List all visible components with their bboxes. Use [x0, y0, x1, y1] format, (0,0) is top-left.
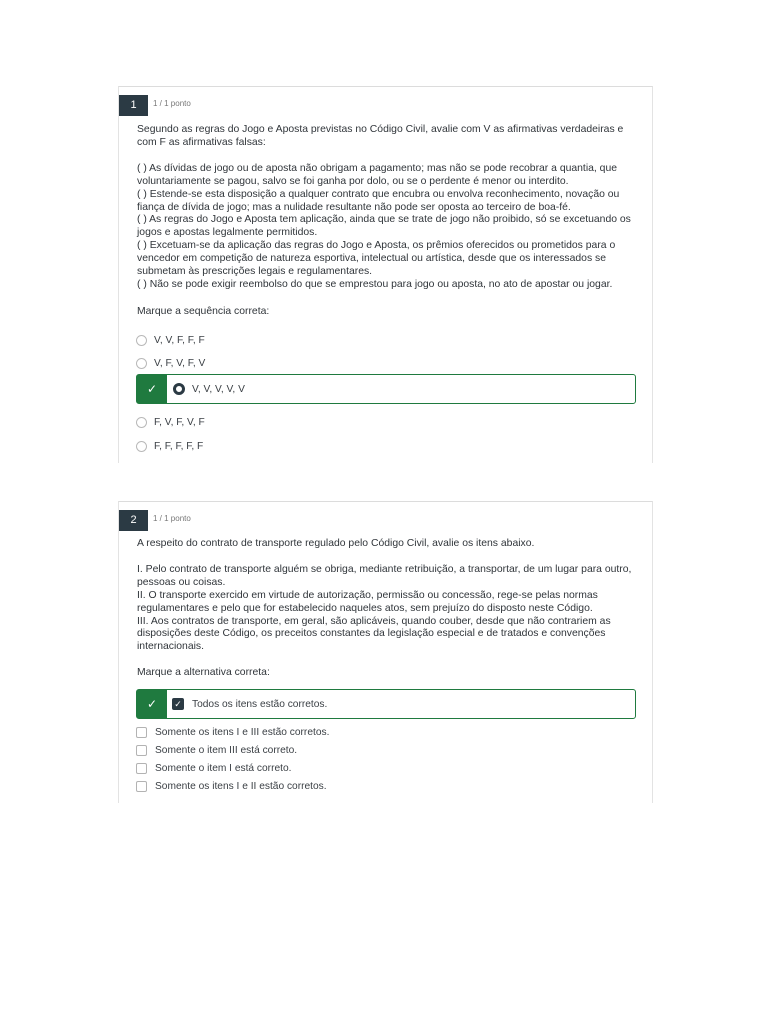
- radio-button-selected[interactable]: [173, 383, 185, 395]
- option-label: F, V, F, V, F: [154, 416, 205, 428]
- radio-button[interactable]: [136, 335, 147, 346]
- check-icon: ✓: [137, 690, 167, 718]
- checkbox-checked[interactable]: ✓: [172, 698, 184, 710]
- checkbox[interactable]: [136, 745, 147, 756]
- radio-button[interactable]: [136, 358, 147, 369]
- radio-button[interactable]: [136, 441, 147, 452]
- checkbox[interactable]: [136, 763, 147, 774]
- selected-answer-option[interactable]: [136, 689, 636, 719]
- answer-option[interactable]: [136, 724, 329, 740]
- option-label: Somente o item I está correto.: [155, 762, 292, 774]
- question-text: [137, 538, 637, 654]
- question-points: 1 / 1 ponto: [153, 99, 191, 108]
- question-prompt: Marque a sequência correta:: [137, 306, 270, 317]
- option-label: V, V, F, F, F: [154, 334, 205, 346]
- answer-option[interactable]: [136, 778, 327, 794]
- radio-button[interactable]: [136, 417, 147, 428]
- statement: ( ) Excetuam-se da aplicação das regras do Jogo e Aposta, os prêmios oferecidos ou prometidos para o vencedor em competição de natureza esportiva, intelectual ou artística, desde que os interessados se submetam às prescrições legais e regulamentares.: [137, 240, 616, 278]
- statement: ( ) As regras do Jogo e Aposta tem aplicação, ainda que se trate de jogo não proibido, só se excetuando os jogos e apostas legalmente permitidos.: [137, 214, 631, 239]
- answer-option[interactable]: [136, 414, 205, 430]
- item: I. Pelo contrato de transporte alguém se obriga, mediante retribuição, a transportar, de um lugar para outro, pessoas ou coisas.: [137, 563, 632, 588]
- question-text: [137, 124, 637, 292]
- answer-option[interactable]: [136, 438, 203, 454]
- answer-option[interactable]: [136, 760, 291, 776]
- question-number: 1: [119, 95, 148, 116]
- question-number: 2: [119, 510, 148, 531]
- question-card-1: [118, 86, 653, 463]
- check-icon: ✓: [137, 375, 167, 403]
- option-label: Todos os itens estão corretos.: [192, 698, 328, 710]
- item: III. Aos contratos de transporte, em geral, são aplicáveis, quando couber, desde que não contrariem as disposições deste Código, os preceitos constantes da legislação especial e de tratados e convenções internacionais.: [137, 615, 611, 653]
- option-label: Somente os itens I e III estão corretos.: [155, 726, 330, 738]
- answer-option[interactable]: [136, 332, 205, 348]
- question-prompt: Marque a alternativa correta:: [137, 667, 270, 678]
- statement: ( ) Não se pode exigir reembolso do que se emprestou para jogo ou aposta, no ato de apostar ou jogar.: [137, 278, 613, 290]
- checkbox[interactable]: [136, 781, 147, 792]
- question-intro: Segundo as regras do Jogo e Aposta previstas no Código Civil, avalie com V as afirmativas verdadeiras e com F as afirmativas falsas:: [137, 124, 624, 148]
- option-label: V, V, V, V, V: [192, 383, 245, 395]
- checkbox[interactable]: [136, 727, 147, 738]
- option-label: F, F, F, F, F: [154, 440, 204, 452]
- answer-option[interactable]: [136, 355, 205, 371]
- item: II. O transporte exercido em virtude de autorização, permissão ou concessão, rege-se pelas normas regulamentares e pelo que for estabelecido naqueles atos, sem prejuízo do disposto neste Código.: [137, 589, 598, 614]
- option-label: Somente os itens I e II estão corretos.: [155, 780, 327, 792]
- option-label: V, F, V, F, V: [154, 357, 206, 369]
- question-card-2: [118, 501, 653, 803]
- selected-answer-option[interactable]: [136, 374, 636, 404]
- answer-option[interactable]: [136, 742, 297, 758]
- option-label: Somente o item III está correto.: [155, 744, 298, 756]
- question-points: 1 / 1 ponto: [153, 514, 191, 523]
- statement: ( ) As dívidas de jogo ou de aposta não obrigam a pagamento; mas não se pode recobrar a quantia, que voluntariamente se pagou, salvo se foi ganha por dolo, ou se o perdente é menor ou interdito.: [137, 162, 618, 187]
- question-intro: A respeito do contrato de transporte regulado pelo Código Civil, avalie os itens abaixo.: [137, 538, 535, 549]
- statement: ( ) Estende-se esta disposição a qualquer contrato que encubra ou envolva reconhecimento, novação ou fiança de dívida de jogo; mas a nulidade resultante não pode ser oposta ao terceiro de boa-fé.: [137, 188, 620, 213]
